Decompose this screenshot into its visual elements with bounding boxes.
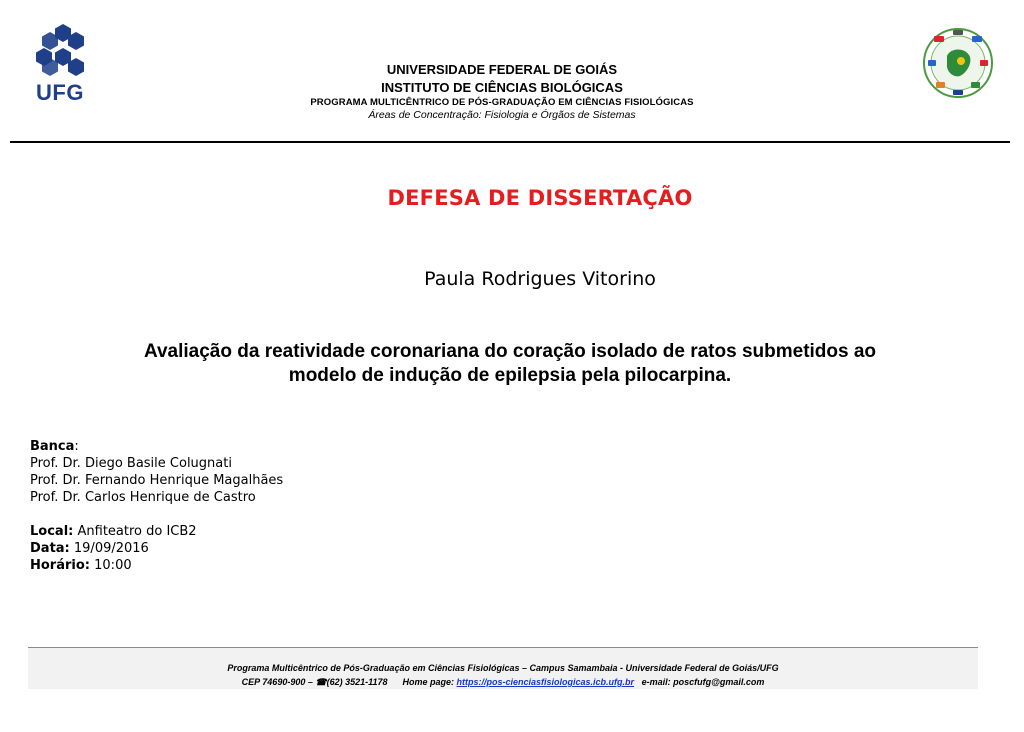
- footer-email: e-mail: poscfufg@gmail.com: [641, 677, 765, 687]
- concentration-areas: Áreas de Concentração: Fisiologia e Órgãos de Sistemas: [368, 109, 636, 121]
- thesis-title: [40, 340, 980, 388]
- thesis-title-line-1: Avaliação da reatividade coronariana do coração isolado de ratos submetidos ao: [143, 341, 877, 362]
- committee-label: Banca: [30, 439, 75, 454]
- university-name: UNIVERSIDADE FEDERAL DE GOIÁS: [386, 62, 618, 77]
- committee-heading: Banca:: [30, 439, 79, 454]
- location-row: [30, 523, 197, 540]
- footer-homepage-label: Home page:: [402, 677, 454, 687]
- institute-name: INSTITUTO DE CIÊNCIAS BIOLÓGICAS: [381, 80, 623, 95]
- author-name: Paula Rodrigues Vitorino: [424, 268, 656, 290]
- page-footer: [28, 647, 978, 689]
- location-value: Anfiteatro do ICB2: [77, 524, 197, 539]
- footer-program-line: Programa Multicêntrico de Pós-Graduação em Ciências Fisiológicas – Campus Samambaia - Universidade Federal de Goiás/UFG: [227, 663, 779, 673]
- time-row: [30, 557, 197, 574]
- header-divider: [10, 141, 1010, 143]
- event-details: [30, 523, 197, 574]
- footer-contact-line: [28, 677, 978, 688]
- phone-icon: ☎: [315, 677, 327, 687]
- homepage-link[interactable]: https://pos-cienciasfisiologicas.icb.ufg.br: [456, 677, 635, 687]
- committee-member: Prof. Dr. Diego Basile Colugnati: [30, 456, 232, 471]
- date-row: [30, 540, 197, 557]
- time-label: Horário:: [30, 558, 90, 573]
- program-name: PROGRAMA MULTICÊNTRICO DE PÓS-GRADUAÇÃO EM CIÊNCIAS FISIOLÓGICAS: [310, 97, 694, 108]
- time-value: 10:00: [94, 558, 132, 573]
- document-title: DEFESA DE DISSERTAÇÃO: [387, 186, 693, 210]
- thesis-title-line-2: modelo de indução de epilepsia pela pilocarpina.: [288, 365, 732, 386]
- committee-member: Prof. Dr. Fernando Henrique Magalhães: [30, 473, 284, 488]
- committee-member: Prof. Dr. Carlos Henrique de Castro: [30, 490, 256, 505]
- date-value: 19/09/2016: [73, 541, 149, 556]
- date-label: Data:: [30, 541, 70, 556]
- committee-section: [30, 438, 283, 506]
- footer-divider: [28, 647, 978, 648]
- footer-phone: (62) 3521-1178: [326, 677, 388, 687]
- location-label: Local:: [30, 524, 74, 539]
- ufg-logo-text: UFG: [36, 80, 84, 105]
- footer-cep: CEP 74690-900 –: [241, 677, 313, 687]
